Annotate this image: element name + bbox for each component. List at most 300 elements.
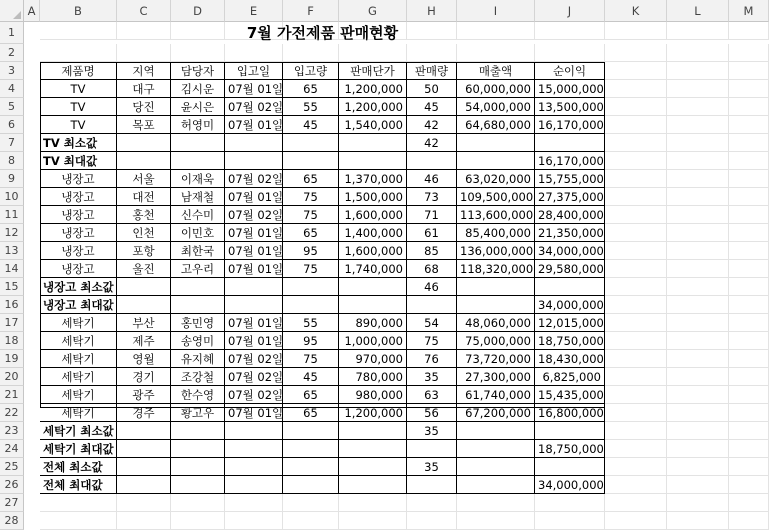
cell[interactable] (729, 314, 769, 332)
data-cell[interactable]: 07월 02일 (225, 170, 283, 188)
cell[interactable] (667, 260, 729, 278)
data-cell[interactable]: 경기 (117, 368, 171, 386)
cell[interactable] (535, 494, 605, 512)
row-header-21[interactable]: 21 (0, 386, 24, 404)
row-header-7[interactable]: 7 (0, 134, 24, 152)
data-cell[interactable]: 136,000,000 (457, 242, 535, 260)
summary-cell[interactable] (457, 458, 535, 476)
cell[interactable] (667, 134, 729, 152)
data-cell[interactable]: 45 (283, 116, 339, 134)
data-cell[interactable]: 76 (407, 350, 457, 368)
header-cell[interactable]: 판매량 (407, 62, 457, 80)
summary-cell[interactable] (283, 440, 339, 458)
data-cell[interactable]: 75 (407, 332, 457, 350)
data-cell[interactable]: 광주 (117, 386, 171, 404)
data-cell[interactable]: 27,300,000 (457, 368, 535, 386)
header-cell[interactable]: 입고량 (283, 62, 339, 80)
header-cell[interactable]: 입고일 (225, 62, 283, 80)
data-cell[interactable]: 남재철 (171, 188, 225, 206)
cell[interactable] (729, 80, 769, 98)
cell[interactable] (605, 134, 667, 152)
cell[interactable] (605, 314, 667, 332)
data-cell[interactable]: 73 (407, 188, 457, 206)
data-cell[interactable]: 12,015,000 (535, 314, 605, 332)
column-header-a[interactable]: A (24, 0, 40, 22)
data-cell[interactable]: 07월 02일 (225, 206, 283, 224)
row-header-24[interactable]: 24 (0, 440, 24, 458)
row-header-5[interactable]: 5 (0, 98, 24, 116)
data-cell[interactable]: 황고우 (171, 404, 225, 422)
cell[interactable] (667, 170, 729, 188)
data-cell[interactable]: 890,000 (339, 314, 407, 332)
data-cell[interactable]: 50 (407, 80, 457, 98)
data-cell[interactable]: 16,800,000 (535, 404, 605, 422)
data-cell[interactable]: 이재욱 (171, 170, 225, 188)
summary-cell[interactable] (339, 134, 407, 152)
cell[interactable] (117, 512, 171, 530)
cell[interactable] (605, 296, 667, 314)
column-header-m[interactable]: M (729, 0, 769, 22)
data-cell[interactable]: 61,740,000 (457, 386, 535, 404)
data-cell[interactable]: 경주 (117, 404, 171, 422)
data-cell[interactable]: 18,750,000 (535, 332, 605, 350)
summary-cell[interactable] (407, 440, 457, 458)
data-cell[interactable]: 1,600,000 (339, 242, 407, 260)
summary-cell[interactable] (457, 278, 535, 296)
data-cell[interactable]: 113,600,000 (457, 206, 535, 224)
row-header-17[interactable]: 17 (0, 314, 24, 332)
cell[interactable] (171, 494, 225, 512)
row-header-16[interactable]: 16 (0, 296, 24, 314)
data-cell[interactable]: 980,000 (339, 386, 407, 404)
data-cell[interactable]: 1,500,000 (339, 188, 407, 206)
data-cell[interactable]: 냉장고 (40, 242, 117, 260)
summary-cell[interactable] (535, 458, 605, 476)
data-cell[interactable]: 고우리 (171, 260, 225, 278)
column-header-b[interactable]: B (40, 0, 117, 22)
summary-cell[interactable] (457, 476, 535, 494)
row-header-4[interactable]: 4 (0, 80, 24, 98)
data-cell[interactable]: 45 (283, 368, 339, 386)
data-cell[interactable]: 118,320,000 (457, 260, 535, 278)
data-cell[interactable]: 홍천 (117, 206, 171, 224)
data-cell[interactable]: 07월 02일 (225, 368, 283, 386)
summary-cell[interactable] (457, 152, 535, 170)
cell[interactable] (407, 494, 457, 512)
summary-cell[interactable]: 35 (407, 458, 457, 476)
cell[interactable] (667, 116, 729, 134)
cell[interactable] (605, 152, 667, 170)
data-cell[interactable]: 75 (283, 260, 339, 278)
cell[interactable] (667, 206, 729, 224)
data-cell[interactable]: 세탁기 (40, 314, 117, 332)
data-cell[interactable]: 송영미 (171, 332, 225, 350)
cell[interactable] (729, 170, 769, 188)
data-cell[interactable]: 07월 01일 (225, 80, 283, 98)
cell[interactable] (729, 116, 769, 134)
data-cell[interactable]: 54 (407, 314, 457, 332)
data-cell[interactable]: 이민호 (171, 224, 225, 242)
data-cell[interactable]: 75 (283, 206, 339, 224)
cell[interactable] (667, 512, 729, 530)
data-cell[interactable]: 냉장고 (40, 188, 117, 206)
summary-cell[interactable] (535, 422, 605, 440)
summary-cell[interactable] (225, 476, 283, 494)
summary-cell[interactable]: 냉장고 최대값 (40, 296, 117, 314)
row-header-12[interactable]: 12 (0, 224, 24, 242)
summary-cell[interactable] (225, 296, 283, 314)
column-header-j[interactable]: J (535, 0, 605, 22)
cell[interactable] (605, 512, 667, 530)
cell[interactable] (605, 116, 667, 134)
data-cell[interactable]: 07월 01일 (225, 332, 283, 350)
row-header-15[interactable]: 15 (0, 278, 24, 296)
row-header-8[interactable]: 8 (0, 152, 24, 170)
cell[interactable] (729, 278, 769, 296)
data-cell[interactable]: TV (40, 98, 117, 116)
summary-cell[interactable]: 전체 최소값 (40, 458, 117, 476)
data-cell[interactable]: 75 (283, 188, 339, 206)
data-cell[interactable]: 1,200,000 (339, 404, 407, 422)
data-cell[interactable]: 73,720,000 (457, 350, 535, 368)
summary-cell[interactable]: 46 (407, 278, 457, 296)
header-cell[interactable]: 제품명 (40, 62, 117, 80)
cell[interactable] (667, 350, 729, 368)
summary-cell[interactable] (117, 152, 171, 170)
data-cell[interactable]: 울진 (117, 260, 171, 278)
data-cell[interactable]: 냉장고 (40, 224, 117, 242)
cell[interactable] (729, 494, 769, 512)
column-header-e[interactable]: E (225, 0, 283, 22)
data-cell[interactable]: 07월 01일 (225, 224, 283, 242)
data-cell[interactable]: 세탁기 (40, 386, 117, 404)
data-cell[interactable]: 65 (283, 386, 339, 404)
data-cell[interactable]: 1,600,000 (339, 206, 407, 224)
cell[interactable] (171, 512, 225, 530)
data-cell[interactable]: 윤시은 (171, 98, 225, 116)
summary-cell[interactable] (117, 440, 171, 458)
data-cell[interactable]: 세탁기 (40, 350, 117, 368)
data-cell[interactable]: 85,400,000 (457, 224, 535, 242)
data-cell[interactable]: 13,500,000 (535, 98, 605, 116)
cell[interactable] (729, 152, 769, 170)
data-cell[interactable]: 포항 (117, 242, 171, 260)
row-header-27[interactable]: 27 (0, 494, 24, 512)
summary-cell[interactable] (407, 152, 457, 170)
data-cell[interactable]: 55 (283, 314, 339, 332)
data-cell[interactable]: 07월 02일 (225, 386, 283, 404)
data-cell[interactable]: 허영미 (171, 116, 225, 134)
data-cell[interactable]: 당진 (117, 98, 171, 116)
summary-cell[interactable] (171, 278, 225, 296)
summary-cell[interactable] (283, 152, 339, 170)
summary-cell[interactable] (457, 422, 535, 440)
summary-cell[interactable] (117, 134, 171, 152)
summary-cell[interactable]: 35 (407, 422, 457, 440)
column-header-k[interactable]: K (605, 0, 667, 22)
data-cell[interactable]: 65 (283, 170, 339, 188)
cell[interactable] (729, 368, 769, 386)
cell[interactable] (535, 44, 605, 62)
cell[interactable] (729, 476, 769, 494)
data-cell[interactable]: 07월 01일 (225, 260, 283, 278)
cell[interactable] (283, 512, 339, 530)
data-cell[interactable]: 65 (283, 80, 339, 98)
cell[interactable] (729, 188, 769, 206)
data-cell[interactable]: 34,000,000 (535, 242, 605, 260)
data-cell[interactable]: 95 (283, 332, 339, 350)
data-cell[interactable]: 07월 02일 (225, 98, 283, 116)
summary-cell[interactable] (117, 476, 171, 494)
summary-cell[interactable] (225, 422, 283, 440)
cell[interactable] (605, 206, 667, 224)
cell[interactable] (225, 512, 283, 530)
summary-cell[interactable] (339, 476, 407, 494)
cell[interactable] (457, 494, 535, 512)
cell[interactable] (605, 458, 667, 476)
data-cell[interactable]: 65 (283, 224, 339, 242)
column-header-f[interactable]: F (283, 0, 339, 22)
cell[interactable] (407, 512, 457, 530)
data-cell[interactable]: 1,540,000 (339, 116, 407, 134)
summary-cell[interactable] (171, 296, 225, 314)
row-header-22[interactable]: 22 (0, 404, 24, 422)
summary-cell[interactable] (535, 278, 605, 296)
header-cell[interactable]: 매출액 (457, 62, 535, 80)
cell[interactable] (667, 332, 729, 350)
data-cell[interactable]: 1,200,000 (339, 98, 407, 116)
data-cell[interactable]: 07월 01일 (225, 314, 283, 332)
cell[interactable] (667, 98, 729, 116)
data-cell[interactable]: 15,435,000 (535, 386, 605, 404)
cell[interactable] (225, 494, 283, 512)
row-header-11[interactable]: 11 (0, 206, 24, 224)
cell[interactable] (729, 242, 769, 260)
cell[interactable] (667, 386, 729, 404)
row-header-20[interactable]: 20 (0, 368, 24, 386)
cell[interactable] (407, 44, 457, 62)
column-header-g[interactable]: G (339, 0, 407, 22)
data-cell[interactable]: 95 (283, 242, 339, 260)
row-header-9[interactable]: 9 (0, 170, 24, 188)
cell[interactable] (667, 44, 729, 62)
cell[interactable] (729, 422, 769, 440)
summary-cell[interactable]: 세탁기 최소값 (40, 422, 117, 440)
cell[interactable] (535, 512, 605, 530)
data-cell[interactable]: 15,755,000 (535, 170, 605, 188)
data-cell[interactable]: 조강철 (171, 368, 225, 386)
data-cell[interactable]: 세탁기 (40, 404, 117, 422)
data-cell[interactable]: 64,680,000 (457, 116, 535, 134)
data-cell[interactable]: 15,000,000 (535, 80, 605, 98)
cell[interactable] (605, 260, 667, 278)
summary-cell[interactable] (171, 458, 225, 476)
summary-cell[interactable] (171, 134, 225, 152)
summary-cell[interactable] (117, 278, 171, 296)
summary-cell[interactable]: 34,000,000 (535, 296, 605, 314)
cell[interactable] (605, 350, 667, 368)
cell[interactable] (667, 476, 729, 494)
header-cell[interactable]: 담당자 (171, 62, 225, 80)
summary-cell[interactable]: TV 최소값 (40, 134, 117, 152)
cell[interactable] (667, 278, 729, 296)
column-header-d[interactable]: D (171, 0, 225, 22)
data-cell[interactable]: 35 (407, 368, 457, 386)
summary-cell[interactable] (407, 296, 457, 314)
data-cell[interactable]: 1,200,000 (339, 80, 407, 98)
cell[interactable] (729, 512, 769, 530)
cell[interactable] (605, 44, 667, 62)
cell[interactable] (729, 134, 769, 152)
cell[interactable] (605, 22, 667, 40)
data-cell[interactable]: 신수미 (171, 206, 225, 224)
data-cell[interactable]: 07월 01일 (225, 242, 283, 260)
summary-cell[interactable] (407, 476, 457, 494)
cell[interactable] (729, 332, 769, 350)
summary-cell[interactable] (339, 278, 407, 296)
data-cell[interactable]: 냉장고 (40, 170, 117, 188)
row-header-25[interactable]: 25 (0, 458, 24, 476)
cell[interactable] (667, 62, 729, 80)
summary-cell[interactable] (225, 134, 283, 152)
summary-cell[interactable] (457, 440, 535, 458)
data-cell[interactable]: 42 (407, 116, 457, 134)
cell[interactable] (40, 44, 117, 62)
row-header-10[interactable]: 10 (0, 188, 24, 206)
data-cell[interactable]: 21,350,000 (535, 224, 605, 242)
sheet-title[interactable]: 7월 가전제품 판매현황 (246, 24, 399, 42)
row-header-26[interactable]: 26 (0, 476, 24, 494)
data-cell[interactable]: 75 (283, 350, 339, 368)
summary-cell[interactable] (535, 134, 605, 152)
data-cell[interactable]: 영월 (117, 350, 171, 368)
data-cell[interactable]: 세탁기 (40, 368, 117, 386)
column-header-c[interactable]: C (117, 0, 171, 22)
data-cell[interactable]: 65 (283, 404, 339, 422)
summary-cell[interactable]: 냉장고 최소값 (40, 278, 117, 296)
data-cell[interactable]: 1,740,000 (339, 260, 407, 278)
data-cell[interactable]: 대구 (117, 80, 171, 98)
column-header-i[interactable]: I (457, 0, 535, 22)
data-cell[interactable]: 75,000,000 (457, 332, 535, 350)
cell[interactable] (729, 440, 769, 458)
data-cell[interactable]: 46 (407, 170, 457, 188)
cell[interactable] (40, 494, 117, 512)
summary-cell[interactable] (225, 152, 283, 170)
cell[interactable] (667, 152, 729, 170)
data-cell[interactable]: 07월 01일 (225, 188, 283, 206)
cell[interactable] (605, 476, 667, 494)
cell[interactable] (667, 458, 729, 476)
data-cell[interactable]: 1,400,000 (339, 224, 407, 242)
data-cell[interactable]: 한수영 (171, 386, 225, 404)
summary-cell[interactable] (171, 152, 225, 170)
cell[interactable] (667, 296, 729, 314)
cell[interactable] (729, 386, 769, 404)
cell[interactable] (605, 422, 667, 440)
data-cell[interactable]: 71 (407, 206, 457, 224)
cell[interactable] (729, 22, 769, 40)
data-cell[interactable]: 목포 (117, 116, 171, 134)
cell[interactable] (667, 22, 729, 40)
summary-cell[interactable] (117, 296, 171, 314)
data-cell[interactable]: 인천 (117, 224, 171, 242)
data-cell[interactable]: 109,500,000 (457, 188, 535, 206)
summary-cell[interactable] (171, 422, 225, 440)
cell[interactable] (605, 224, 667, 242)
summary-cell[interactable] (171, 476, 225, 494)
cell[interactable] (667, 224, 729, 242)
summary-cell[interactable] (171, 440, 225, 458)
cell[interactable] (40, 512, 117, 530)
row-header-28[interactable]: 28 (0, 512, 24, 530)
cell[interactable] (667, 80, 729, 98)
cell[interactable] (729, 44, 769, 62)
cell[interactable] (667, 440, 729, 458)
cell[interactable] (729, 224, 769, 242)
data-cell[interactable]: 18,430,000 (535, 350, 605, 368)
cell[interactable] (605, 332, 667, 350)
cell[interactable] (729, 98, 769, 116)
cell[interactable] (605, 386, 667, 404)
data-cell[interactable]: 6,825,000 (535, 368, 605, 386)
cell[interactable] (667, 188, 729, 206)
row-header-13[interactable]: 13 (0, 242, 24, 260)
data-cell[interactable]: 29,580,000 (535, 260, 605, 278)
summary-cell[interactable] (283, 134, 339, 152)
summary-cell[interactable] (339, 422, 407, 440)
data-cell[interactable]: 45 (407, 98, 457, 116)
cell[interactable] (605, 188, 667, 206)
cell[interactable] (339, 44, 407, 62)
cell[interactable] (117, 44, 171, 62)
cell[interactable] (605, 368, 667, 386)
cell[interactable] (457, 44, 535, 62)
data-cell[interactable]: 서울 (117, 170, 171, 188)
cell[interactable] (339, 494, 407, 512)
summary-cell[interactable] (283, 422, 339, 440)
summary-cell[interactable]: TV 최대값 (40, 152, 117, 170)
cell[interactable] (605, 494, 667, 512)
summary-cell[interactable]: 42 (407, 134, 457, 152)
summary-cell[interactable] (457, 296, 535, 314)
row-header-2[interactable]: 2 (0, 44, 24, 62)
data-cell[interactable]: 56 (407, 404, 457, 422)
data-cell[interactable]: 유지혜 (171, 350, 225, 368)
data-cell[interactable]: 68 (407, 260, 457, 278)
row-header-23[interactable]: 23 (0, 422, 24, 440)
data-cell[interactable]: 54,000,000 (457, 98, 535, 116)
data-cell[interactable]: 홍민영 (171, 314, 225, 332)
row-header-3[interactable]: 3 (0, 62, 24, 80)
data-cell[interactable]: TV (40, 116, 117, 134)
data-cell[interactable]: 김시운 (171, 80, 225, 98)
row-header-18[interactable]: 18 (0, 332, 24, 350)
column-header-h[interactable]: H (407, 0, 457, 22)
data-cell[interactable]: 48,060,000 (457, 314, 535, 332)
cell[interactable] (729, 404, 769, 422)
cell[interactable] (605, 404, 667, 422)
summary-cell[interactable] (225, 440, 283, 458)
data-cell[interactable]: 제주 (117, 332, 171, 350)
cell[interactable] (729, 260, 769, 278)
cell[interactable] (225, 44, 283, 62)
cell[interactable] (667, 242, 729, 260)
data-cell[interactable]: 07월 01일 (225, 404, 283, 422)
cell[interactable] (729, 206, 769, 224)
summary-cell[interactable] (339, 458, 407, 476)
cell[interactable] (605, 278, 667, 296)
